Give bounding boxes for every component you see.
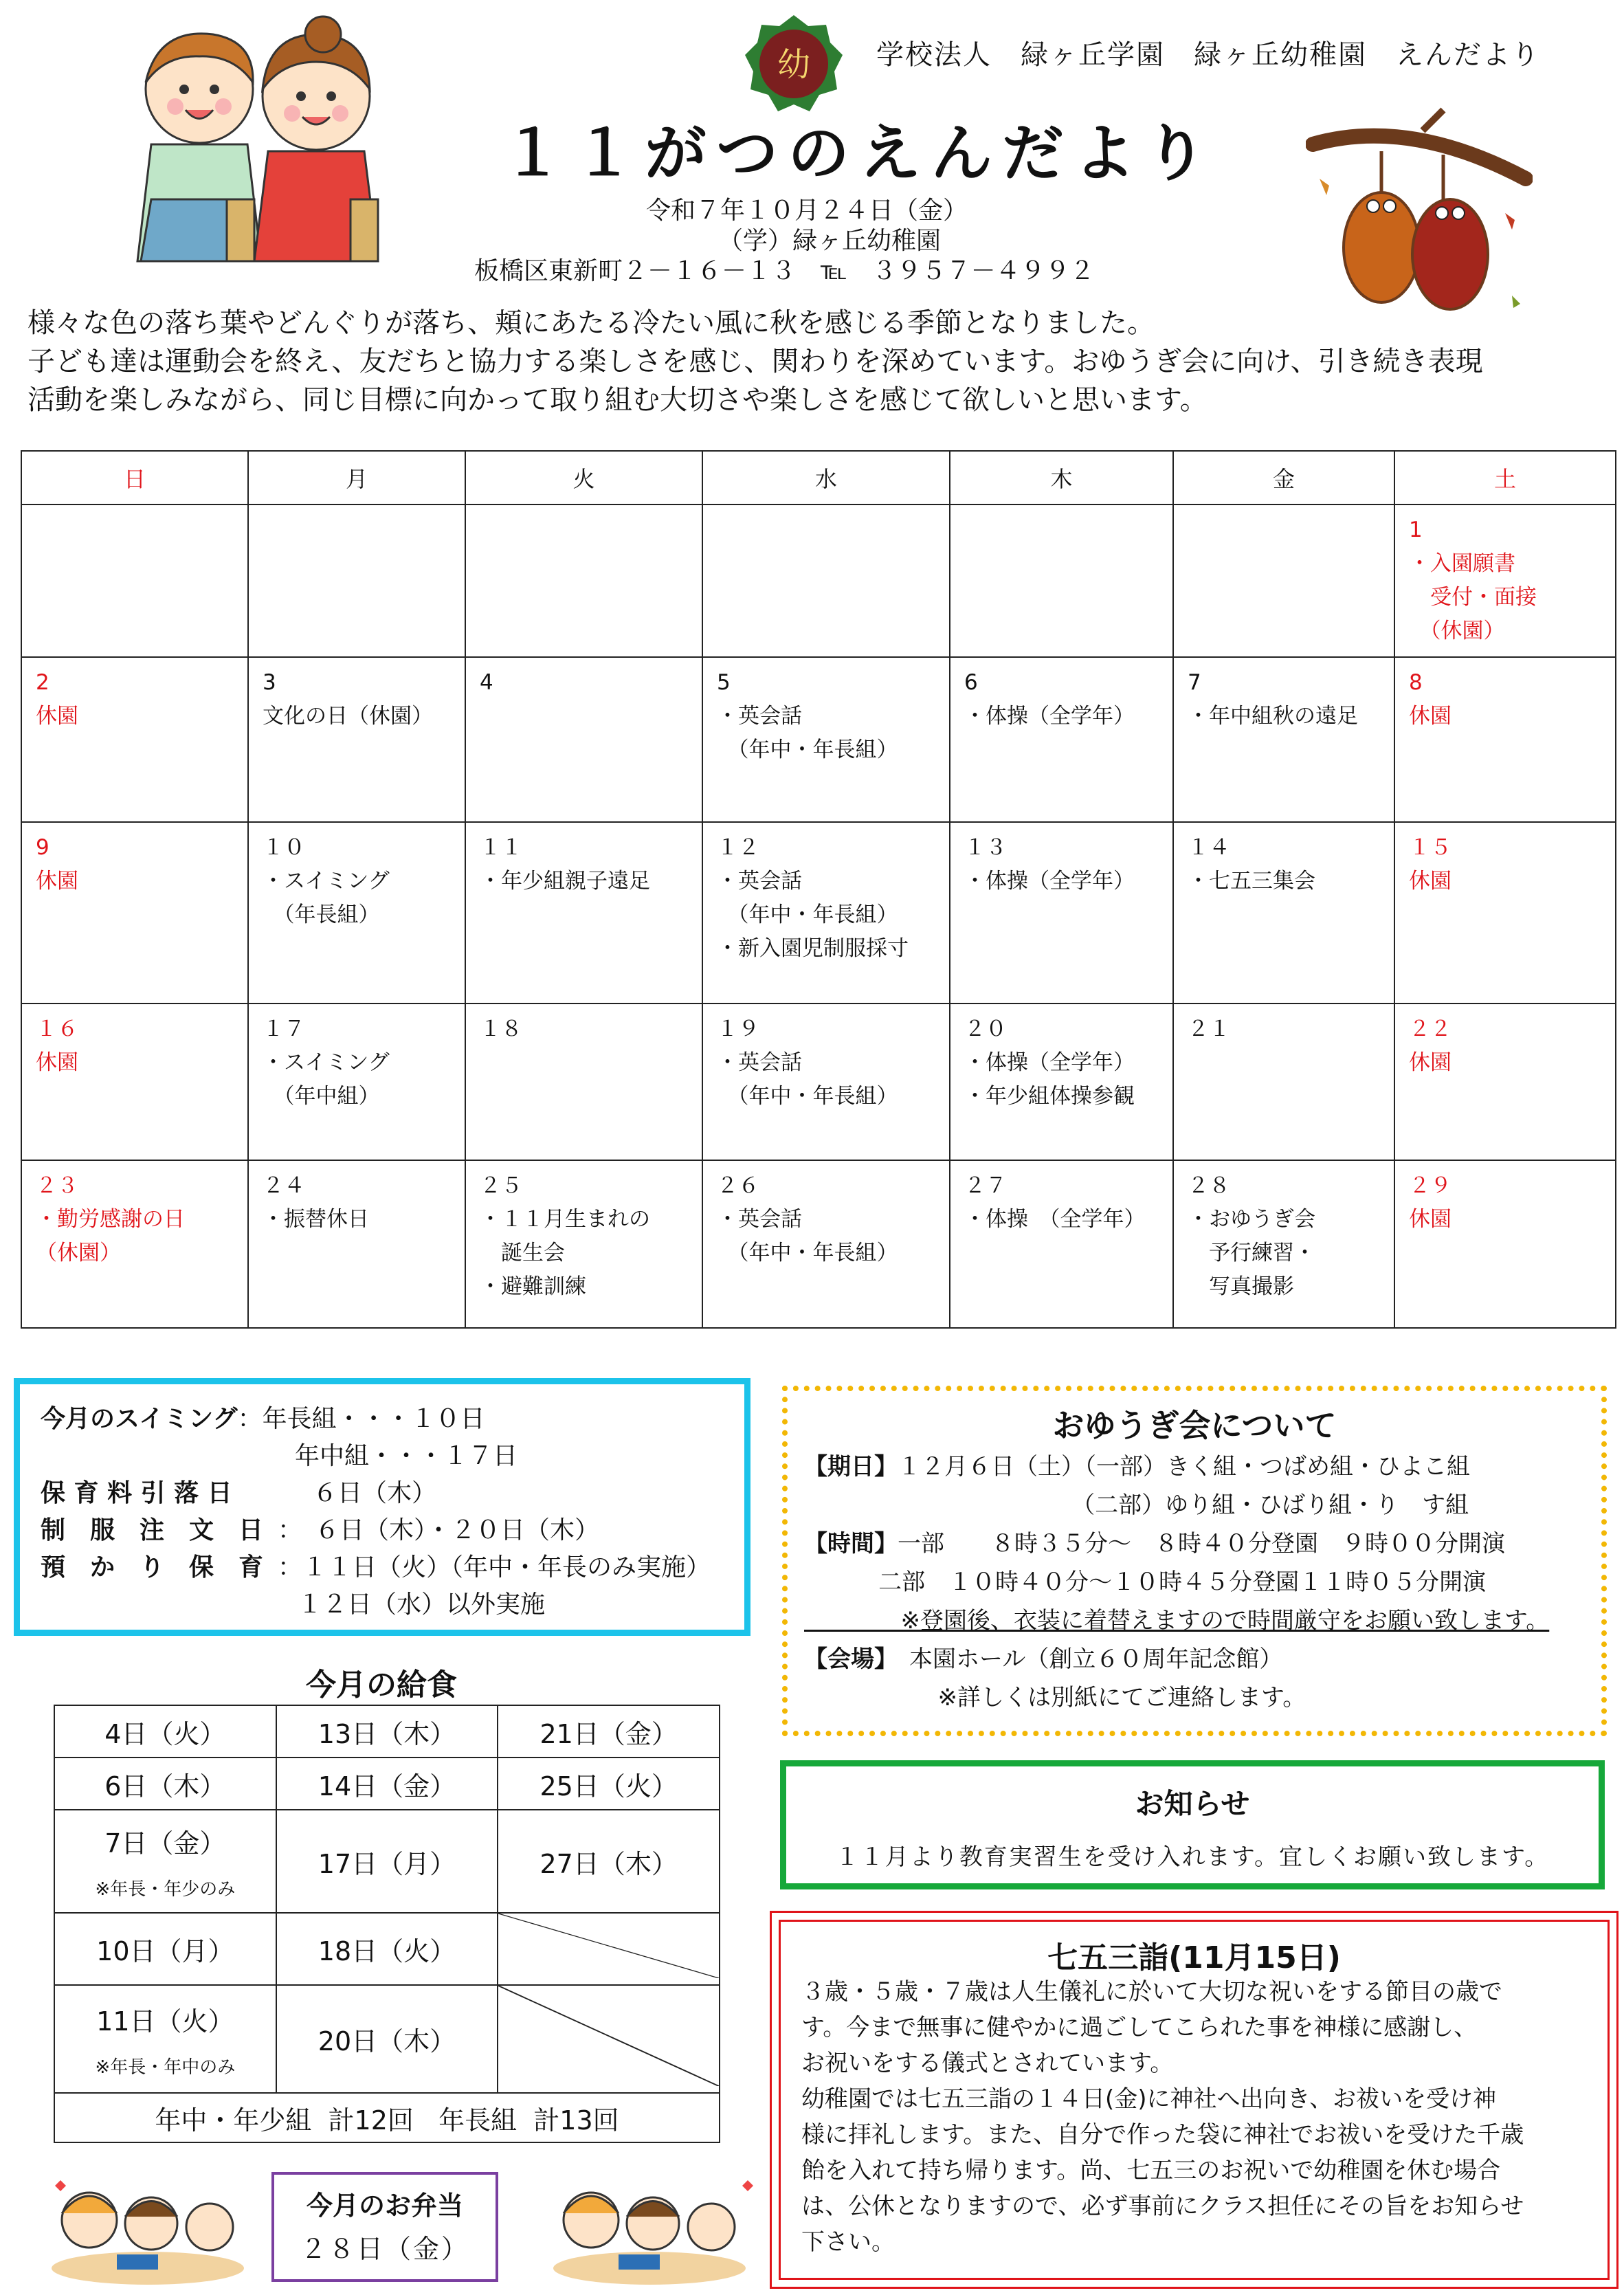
day-number: ２７ bbox=[964, 1173, 1007, 1198]
calendar-day-cell bbox=[950, 1004, 1173, 1160]
notice-body: １１月より教育実習生を受け入れます。宜しくお願い致します。 bbox=[835, 1843, 1550, 1871]
lunch-date-cell bbox=[54, 1985, 276, 2093]
swim-row-1: 今月のスイミング：年長組・・・１０日 bbox=[41, 1405, 485, 1433]
calendar-day-cell bbox=[248, 505, 465, 657]
day-number: 3 bbox=[263, 670, 276, 695]
shichigosan-line: ３歳・５歳・７歳は人生儀礼に於いて大切な祝いをする節目の歳で bbox=[801, 1978, 1502, 2006]
weekday-header: 日 bbox=[21, 451, 248, 505]
recital-line: ※登園後、衣装に着替えますので時間厳守をお願い致します。 bbox=[804, 1607, 1550, 1634]
day-event: （年中組） bbox=[263, 1084, 380, 1109]
day-event: 予行練習・ bbox=[1188, 1241, 1315, 1265]
day-event: （休園） bbox=[36, 1241, 121, 1265]
calendar-day-cell bbox=[1394, 822, 1616, 1004]
calendar-day-cell bbox=[1173, 1160, 1394, 1328]
lunch-date: 17日（月） bbox=[318, 1848, 456, 1879]
lunch-date-cell bbox=[498, 1913, 720, 1985]
day-event: ・英会話 bbox=[717, 1207, 802, 1232]
calendar-day-cell bbox=[1173, 657, 1394, 822]
lunch-kids-icon bbox=[41, 2172, 254, 2289]
shichigosan-box bbox=[770, 1911, 1619, 2289]
calendar-day-cell bbox=[248, 1160, 465, 1328]
day-number: 7 bbox=[1188, 670, 1201, 695]
school-name: （学）緑ヶ丘幼稚園 bbox=[718, 227, 942, 255]
lunch-summary: 年中・年少組 計12回 年長組 計13回 bbox=[54, 2093, 720, 2142]
shichigosan-line: 下さい。 bbox=[801, 2228, 895, 2256]
day-number: 5 bbox=[717, 670, 731, 695]
calendar-day-cell bbox=[248, 1004, 465, 1160]
lunch-row bbox=[54, 1758, 720, 1810]
calendar-week-row bbox=[21, 1004, 1616, 1160]
page-title: １１がつのえんだより bbox=[502, 118, 1216, 190]
calendar-day-cell bbox=[248, 657, 465, 822]
day-number: １１ bbox=[480, 835, 522, 860]
uniform-row: 制 服 注 文 日 ： ６日（木）・２０日（木） bbox=[41, 1516, 600, 1544]
recital-line: 【期日】１２月６日（土）（一部）きく組・つばめ組・ひよこ組 bbox=[804, 1453, 1470, 1481]
lunch-row bbox=[54, 1810, 720, 1913]
day-event: ・体操（全学年） bbox=[964, 1050, 1135, 1075]
lunch-date: 11日（火） bbox=[96, 2006, 234, 2037]
day-number: １２ bbox=[717, 835, 759, 860]
shichigosan-line: は、公休となりますので、必ず事前にクラス担任にその旨をお知らせ bbox=[801, 2193, 1524, 2220]
lunch-date: 10日（月） bbox=[96, 1936, 234, 1966]
calendar-header-row bbox=[21, 451, 1616, 505]
lunch-date-cell bbox=[276, 1985, 498, 2093]
calendar-day-cell bbox=[1394, 505, 1616, 657]
calendar-day-cell bbox=[248, 822, 465, 1004]
calendar-day-cell bbox=[950, 1160, 1173, 1328]
day-number: 9 bbox=[36, 835, 49, 860]
recital-box bbox=[782, 1386, 1607, 1736]
calendar-day-cell bbox=[702, 1160, 950, 1328]
day-event: ・入園願書 bbox=[1409, 551, 1515, 576]
lunch-date-cell bbox=[54, 1810, 276, 1913]
day-number: 6 bbox=[964, 670, 978, 695]
lunch-date: 7日（金） bbox=[104, 1828, 226, 1859]
intro-line: 活動を楽しみながら、同じ目標に向かって取り組む大切さや楽しさを感じて欲しいと思います。 bbox=[27, 384, 1208, 416]
calendar-day-cell bbox=[950, 822, 1173, 1004]
day-event: 休園 bbox=[36, 704, 78, 729]
recital-line: 二部 １０時４０分～１０時４５分登園１１時０５分開演 bbox=[804, 1568, 1487, 1596]
recital-line: 【会場】 本園ホール（創立６０周年記念館） bbox=[804, 1645, 1283, 1673]
day-event: ・体操（全学年） bbox=[964, 869, 1135, 894]
blank-slash-icon bbox=[498, 1986, 719, 2086]
calendar-day-cell bbox=[21, 657, 248, 822]
day-event: ・英会話 bbox=[717, 704, 802, 729]
calendar-day-cell bbox=[1173, 1004, 1394, 1160]
fee-row: 保 育 料 引 落 日 ６日（木） bbox=[41, 1479, 437, 1507]
calendar-day-cell bbox=[702, 1004, 950, 1160]
org-name: 学校法人 緑ヶ丘学園 緑ヶ丘幼稚園 えんだより bbox=[876, 39, 1540, 71]
calendar-day-cell bbox=[21, 1004, 248, 1160]
lunch-date: 27日（木） bbox=[540, 1848, 678, 1879]
calendar-day-cell bbox=[1173, 822, 1394, 1004]
day-event: ・スイミング bbox=[263, 869, 390, 894]
calendar-table bbox=[21, 450, 1616, 1329]
day-event: ・年少組体操参観 bbox=[964, 1084, 1135, 1109]
day-event: ・避難訓練 bbox=[480, 1274, 586, 1299]
lunch-note: ※年長・年少のみ bbox=[95, 1879, 236, 1900]
school-emblem-icon bbox=[742, 12, 845, 115]
intro-line: 子ども達は運動会を終え、友だちと協力する楽しさを感じ、関わりを深めています。おゆうぎ会に向け、引き続き表現 bbox=[27, 346, 1483, 377]
calendar-week-row bbox=[21, 1160, 1616, 1328]
issue-date: 令和７年１０月２４日（金） bbox=[646, 197, 968, 225]
day-event: ・体操（全学年） bbox=[964, 704, 1135, 729]
kids-illustration-icon bbox=[96, 14, 412, 282]
shichigosan-line: 飴を入れて持ち帰ります。尚、七五三のお祝いで幼稚園を休む場合 bbox=[801, 2157, 1501, 2184]
calendar-day-cell bbox=[465, 1004, 702, 1160]
lunch-table bbox=[54, 1705, 720, 2143]
day-event: ・振替休日 bbox=[263, 1207, 369, 1232]
calendar-day-cell bbox=[702, 505, 950, 657]
calendar-week-row bbox=[21, 822, 1616, 1004]
bento-box bbox=[271, 2172, 498, 2282]
day-event: （年中・年長組） bbox=[717, 1241, 898, 1265]
day-event: 休園 bbox=[1409, 704, 1451, 729]
lunch-date-cell bbox=[276, 1758, 498, 1810]
calendar-day-cell bbox=[1173, 505, 1394, 657]
notice-box bbox=[780, 1760, 1605, 1889]
day-event: ・年少組親子遠足 bbox=[480, 869, 650, 894]
calendar-day-cell bbox=[465, 1160, 702, 1328]
day-number: ２５ bbox=[480, 1173, 522, 1198]
childcare-row: 預 か り 保 育 ：１１日（火）（年中・年長のみ実施） bbox=[41, 1553, 711, 1582]
day-event: 受付・面接 bbox=[1409, 585, 1537, 610]
calendar-day-cell bbox=[21, 822, 248, 1004]
intro-line: 様々な色の落ち葉やどんぐりが落ち、頬にあたる冷たい風に秋を感じる季節となりました。 bbox=[27, 307, 1155, 339]
emblem-text: 幼 bbox=[777, 45, 811, 84]
day-event: ・新入園児制服採寸 bbox=[717, 936, 909, 961]
day-event: （年長組） bbox=[263, 902, 380, 927]
calendar-day-cell bbox=[702, 822, 950, 1004]
bento-date: ２８日（金） bbox=[300, 2234, 469, 2264]
lunch-date-cell bbox=[498, 1985, 720, 2093]
lunch-date-cell bbox=[498, 1705, 720, 1758]
lunch-date: 21日（金） bbox=[540, 1718, 678, 1749]
lunch-kids-icon bbox=[543, 2172, 756, 2289]
day-event: ・おゆうぎ会 bbox=[1188, 1207, 1315, 1232]
day-number: １３ bbox=[964, 835, 1007, 860]
day-number: 1 bbox=[1409, 518, 1423, 542]
day-event: ・１１月生まれの bbox=[480, 1207, 650, 1232]
weekday-header: 火 bbox=[465, 451, 702, 505]
lunch-date-cell bbox=[498, 1810, 720, 1913]
childcare-row-2: １２日（水）以外実施 bbox=[298, 1590, 546, 1619]
lunch-date-cell bbox=[54, 1913, 276, 1985]
day-number: ２８ bbox=[1188, 1173, 1230, 1198]
lunch-note: ※年長・年中のみ bbox=[95, 2056, 236, 2078]
shichigosan-body bbox=[801, 1974, 1524, 2260]
day-number: １４ bbox=[1188, 835, 1230, 860]
lunch-date-cell bbox=[498, 1758, 720, 1810]
day-number: １８ bbox=[480, 1017, 522, 1041]
day-number: 2 bbox=[36, 670, 49, 695]
day-event: 休園 bbox=[1409, 1207, 1451, 1232]
calendar-week-row bbox=[21, 505, 1616, 657]
day-event: 休園 bbox=[1409, 1050, 1451, 1075]
day-event: （休園） bbox=[1409, 619, 1505, 643]
calendar-day-cell bbox=[702, 657, 950, 822]
day-number: １５ bbox=[1409, 835, 1451, 860]
day-number: ２１ bbox=[1188, 1017, 1230, 1041]
day-number: １７ bbox=[263, 1017, 305, 1041]
day-number: ２６ bbox=[717, 1173, 759, 1198]
day-number: ２０ bbox=[964, 1017, 1007, 1041]
monthly-info-box bbox=[14, 1378, 750, 1636]
day-number: 8 bbox=[1409, 670, 1423, 695]
lunch-date: 18日（火） bbox=[318, 1936, 456, 1966]
shichigosan-line: 様に拝礼します。また、自分で作った袋に神社でお祓いを受けた千歳 bbox=[801, 2121, 1524, 2149]
lunch-date-cell bbox=[276, 1705, 498, 1758]
shichigosan-line: す。今まで無事に健やかに過ごしてこられた事を神様に感謝し、 bbox=[801, 2014, 1478, 2041]
day-event: ・体操 （全学年） bbox=[964, 1207, 1146, 1232]
day-event: ・英会話 bbox=[717, 1050, 802, 1075]
lunch-row bbox=[54, 1705, 720, 1758]
lunch-row bbox=[54, 1913, 720, 1985]
lunch-date: 20日（木） bbox=[318, 2026, 456, 2056]
lunch-summary-row bbox=[54, 2093, 720, 2142]
calendar-day-cell bbox=[465, 822, 702, 1004]
day-number: ２２ bbox=[1409, 1017, 1451, 1041]
day-number: ２９ bbox=[1409, 1173, 1451, 1198]
weekday-header: 土 bbox=[1394, 451, 1616, 505]
day-number: ２３ bbox=[36, 1173, 78, 1198]
school-address: 板橋区東新町２－１６－１３ ℡ ３９５７－４９９２ bbox=[474, 257, 1095, 285]
autumn-leaves-icon bbox=[1306, 103, 1533, 323]
day-event: （年中・年長組） bbox=[717, 902, 898, 927]
lunch-date-cell bbox=[54, 1758, 276, 1810]
bento-title: 今月のお弁当 bbox=[306, 2191, 463, 2221]
weekday-header: 金 bbox=[1173, 451, 1394, 505]
day-number: １６ bbox=[36, 1017, 78, 1041]
shichigosan-line: お祝いをする儀式とされています。 bbox=[801, 2050, 1174, 2077]
recital-line: 【時間】一部 ８時３５分～ ８時４０分登園 ９時００分開演 bbox=[804, 1530, 1505, 1557]
day-event: ・勤労感謝の日 bbox=[36, 1207, 185, 1232]
calendar-day-cell bbox=[1394, 1160, 1616, 1328]
issue-info bbox=[474, 196, 1230, 287]
day-event: （年中・年長組） bbox=[717, 1084, 898, 1109]
lunch-date: 13日（木） bbox=[318, 1718, 456, 1749]
weekday-header: 月 bbox=[248, 451, 465, 505]
lunch-date: 14日（金） bbox=[318, 1771, 456, 1801]
day-event: 休園 bbox=[36, 1050, 78, 1075]
lunch-date: 25日（火） bbox=[540, 1771, 678, 1801]
recital-title: おゆうぎ会について bbox=[1052, 1407, 1337, 1444]
day-event: ・スイミング bbox=[263, 1050, 390, 1075]
recital-line: ※詳しくは別紙にてご連絡します。 bbox=[804, 1684, 1306, 1711]
day-event: ・七五三集会 bbox=[1188, 869, 1315, 894]
calendar-day-cell bbox=[950, 657, 1173, 822]
day-number: 4 bbox=[480, 670, 493, 695]
lunch-date-cell bbox=[276, 1810, 498, 1913]
calendar-day-cell bbox=[21, 1160, 248, 1328]
calendar-day-cell bbox=[1394, 1004, 1616, 1160]
lunch-date-cell bbox=[276, 1913, 498, 1985]
day-number: ２４ bbox=[263, 1173, 305, 1198]
day-event: ・年中組秋の遠足 bbox=[1188, 704, 1358, 729]
day-event: （年中・年長組） bbox=[717, 738, 898, 762]
weekday-header: 水 bbox=[702, 451, 950, 505]
calendar-day-cell bbox=[465, 657, 702, 822]
shichigosan-line: 幼稚園では七五三詣の１４日(金)に神社へ出向き、お祓いを受け神 bbox=[801, 2085, 1497, 2113]
lunch-row bbox=[54, 1985, 720, 2093]
day-event: 写真撮影 bbox=[1188, 1274, 1294, 1299]
day-number: １０ bbox=[263, 835, 305, 860]
day-event: 休園 bbox=[36, 869, 78, 894]
blank-slash-icon bbox=[498, 1914, 719, 1978]
day-event: ・英会話 bbox=[717, 869, 802, 894]
day-event: 誕生会 bbox=[480, 1241, 565, 1265]
calendar-day-cell bbox=[950, 505, 1173, 657]
calendar-day-cell bbox=[1394, 657, 1616, 822]
lunch-title: 今月の給食 bbox=[306, 1667, 457, 1703]
calendar-week-row bbox=[21, 657, 1616, 822]
calendar-day-cell bbox=[465, 505, 702, 657]
day-event: 休園 bbox=[1409, 869, 1451, 894]
lunch-date: 4日（火） bbox=[104, 1718, 226, 1749]
swim-row-2: 年中組・・・１７日 bbox=[295, 1442, 518, 1470]
weekday-header: 木 bbox=[950, 451, 1173, 505]
shichigosan-title: 七五三詣(11月15日) bbox=[1047, 1940, 1341, 1975]
intro-text bbox=[27, 304, 1608, 419]
calendar-day-cell bbox=[21, 505, 248, 657]
notice-title: お知らせ bbox=[1135, 1787, 1250, 1821]
recital-line: （二部）ゆり組・ひばり組・り す組 bbox=[804, 1492, 1469, 1519]
lunch-date: 6日（木） bbox=[104, 1771, 226, 1801]
day-event: 文化の日（休園） bbox=[263, 704, 433, 729]
day-number: １９ bbox=[717, 1017, 759, 1041]
lunch-date-cell bbox=[54, 1705, 276, 1758]
